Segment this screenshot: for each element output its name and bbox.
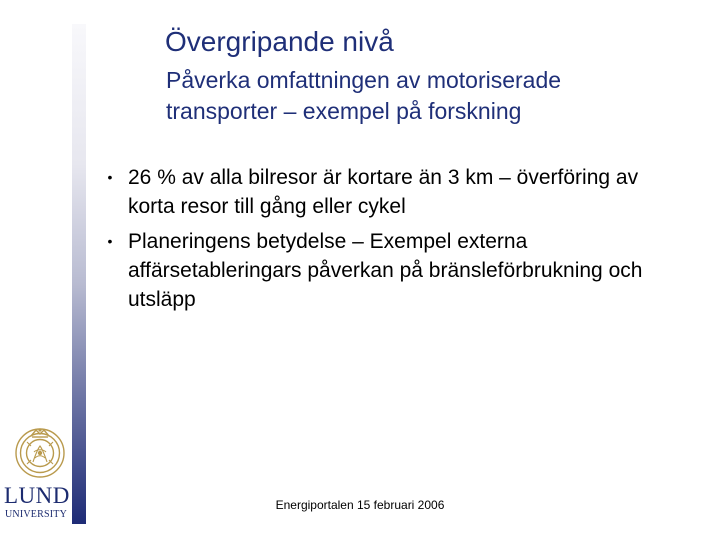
bullet-text: 26 % av alla bilresor är kortare än 3 km – överföring av korta resor till gång eller cykel [128, 166, 639, 218]
university-seal-icon [13, 422, 67, 482]
slide-title: Övergripande nivå [165, 26, 394, 57]
bullet-list [100, 163, 660, 320]
lund-university-logo [4, 422, 74, 522]
slide-footer: Energiportalen 15 februari 2006 [275, 498, 445, 512]
slide-subtitle: Påverka omfattningen av motoriserade transporter – exempel på forskning [166, 67, 562, 124]
bullet-icon: • [107, 233, 113, 249]
logo-wordmark-secondary: UNIVERSITY [5, 509, 67, 520]
decorative-gradient-bar [72, 24, 86, 524]
bullet-icon: • [107, 169, 113, 185]
bullet-item [100, 227, 660, 314]
bullet-text: Planeringens betydelse – Exempel externa affärsetableringars påverkan på bränsleförbrukning och utsläpp [128, 230, 643, 311]
bullet-item [100, 163, 660, 221]
logo-wordmark-primary: LUND [4, 483, 70, 508]
